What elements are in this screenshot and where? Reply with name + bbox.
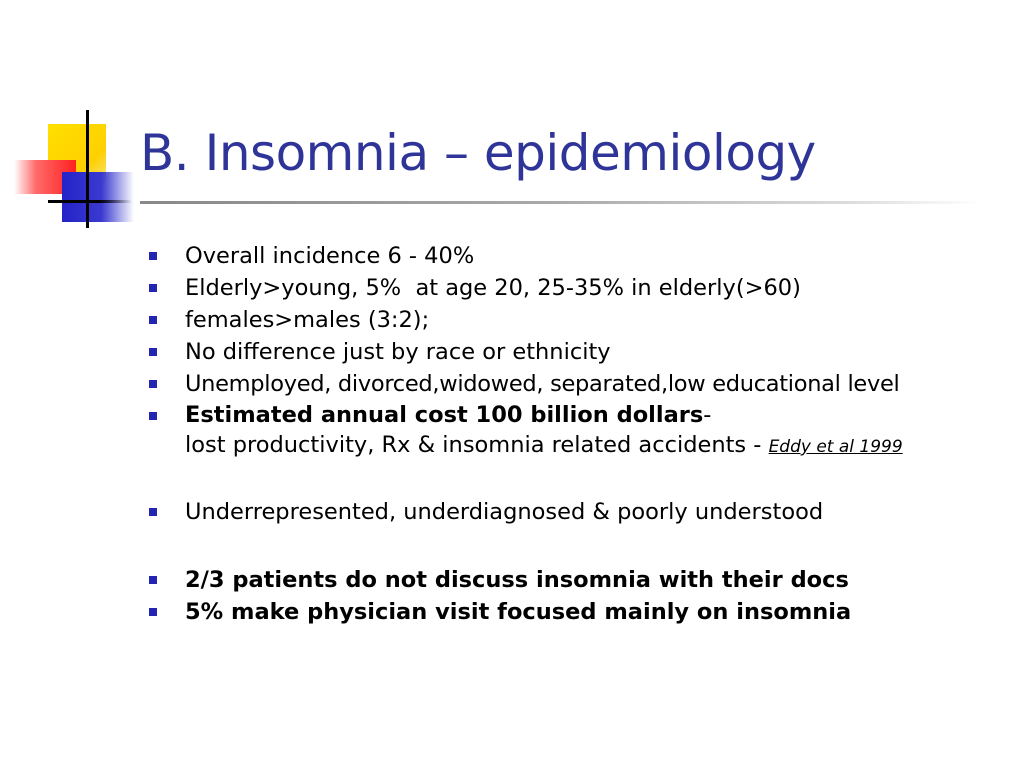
square-bullet-icon — [149, 576, 157, 584]
bullet-text: 2/3 patients do not discuss insomnia with their docs — [185, 567, 849, 593]
bullet-text: No difference just by race or ethnicity — [185, 339, 611, 365]
bullet-text: Underrepresented, underdiagnosed & poorly understood — [185, 499, 824, 525]
vertical-line-decoration — [86, 110, 89, 228]
citation-link[interactable]: Eddy et al 1999 — [768, 437, 903, 457]
square-bullet-icon — [149, 380, 157, 388]
square-bullet-icon — [149, 316, 157, 324]
square-bullet-icon — [149, 348, 157, 356]
square-bullet-icon — [149, 252, 157, 260]
blue-square-decoration — [62, 172, 134, 222]
list-item — [148, 596, 1018, 628]
list-item — [148, 368, 1018, 400]
bullet-text: 5% make physician visit focused mainly on insomnia — [185, 599, 852, 625]
list-item — [148, 496, 1018, 528]
list-item — [148, 336, 1018, 368]
bullet-dash: - — [703, 402, 712, 428]
list-item — [148, 240, 1018, 272]
bullet-list — [148, 240, 1018, 628]
horizontal-line-decoration — [48, 200, 132, 203]
square-bullet-icon — [149, 608, 157, 616]
slide-title: B. Insomnia – epidemiology — [140, 124, 816, 182]
bullet-text: Overall incidence 6 - 40% — [185, 243, 475, 269]
bullet-text: Unemployed, divorced,widowed, separated,low educational level — [185, 371, 900, 397]
title-underline — [140, 201, 980, 204]
list-item — [148, 564, 1018, 596]
list-item — [148, 272, 1018, 304]
bullet-text: females>males (3:2); — [185, 307, 430, 333]
square-bullet-icon — [149, 412, 157, 420]
bullet-second-line: lost productivity, Rx & insomnia related accidents - — [185, 432, 769, 458]
square-bullet-icon — [149, 508, 157, 516]
bullet-bold-text: Estimated annual cost 100 billion dollars — [185, 402, 704, 428]
square-bullet-icon — [149, 284, 157, 292]
list-item — [148, 400, 1018, 462]
decorative-logo — [0, 0, 150, 240]
list-item — [148, 304, 1018, 336]
bullet-text: Elderly>young, 5% at age 20, 25-35% in elderly(>60) — [185, 275, 801, 301]
